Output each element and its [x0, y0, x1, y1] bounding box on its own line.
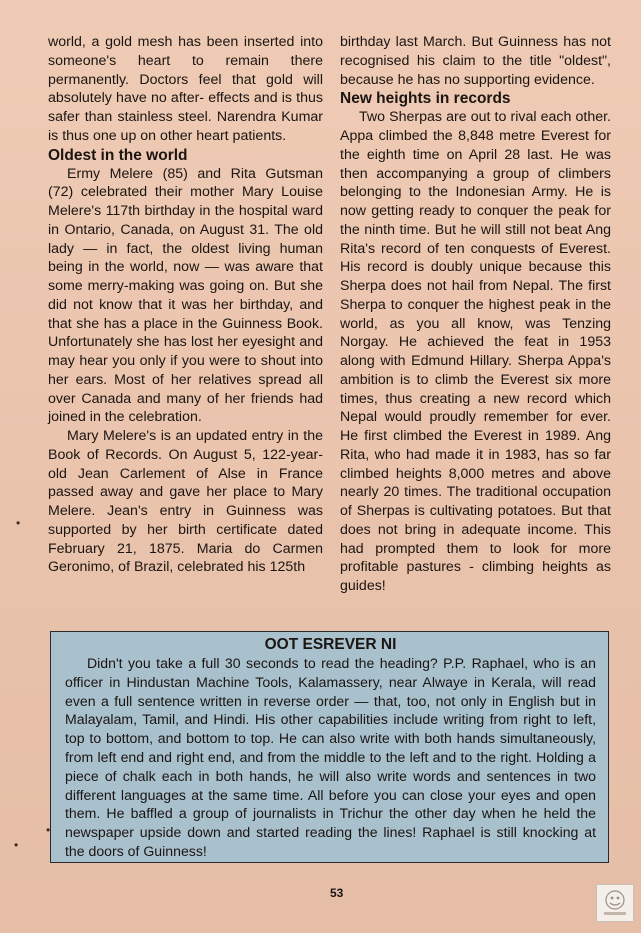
scanner-logo-icon: [596, 884, 634, 922]
article-paragraph: Two Sherpas are out to rival each other. Appa climbed the 8,848 metre Everest for the eighth time on April 28 last. He was then accompanying a group of climbers belonging to the Indonesian Army. He is now getting ready to conquer the peak for the ninth time. But he will still not beat Ang Rita's record of ten conquests of Everest. His record is doubly unique because this Sherpa does not hail from Nepal. The first Sherpa to conquer the highest peak in the world, as you all know, was Tenzing Norgay. He achieved the feat in 1953 along with Edmund Hillary. Sherpa Appa's ambition is to climb the Everest six more times, thus creating a new record which Nepal would proudly remember for ever. He first climbed the Everest in 1989. Ang Rita, who had made it in 1983, has so far climbed heights 8,000 metres and above nearly 20 times. The traditional occupation of Sherpas is cultivating potatoes. But that does not bring in adequate income. This had prompted them to look for more profitable pastures - climbing heights as guides!: [340, 109, 611, 594]
section-heading: New heights in records: [340, 90, 511, 108]
article-paragraph: Ermy Melere (85) and Rita Gutsman (72) celebrated their mother Mary Louise Melere's 117th birthday in the hospital ward in Ontario, Canada, on August 31. The old lady — in fact, the oldest living human being in the world, now — was aware that some merry-making was going on. But she did not know that it was her birthday, and that she has a place in the Guinness Book. Unfortunately she has lost her eyesight and may hear you only if you were to shout into her ears. Most of her relatives spread all over Canada and many of her friends had joined in the celebration.: [48, 165, 323, 426]
feature-box-title: OOT ESREVER NI: [264, 636, 397, 653]
feature-box-text: Didn't you take a full 30 seconds to read the heading? P.P. Raphael, who is an officer in Hindustan Machine Tools, Kalamassery, near Alwaye in Kerala, will read even a full sentence written in reverse order — that, too, not only in English but in Malayalam, Tamil, and Hindi. His other capabilities include writing from right to left, top to bottom, and bottom to top. He can also write with both hands simultaneously, from left end and right end, and from the middle to the left and to the right. Holding a piece of chalk each in both hands, he will also write words and sentences in two different languages at the same time. All before you can close your eyes and open them. He baffled a group of journalists in Trichur the other day when he held the newspaper upside down and started reading the lines! Raphael is still knocking at the doors of Guinness!: [65, 655, 596, 859]
article-paragraph: Mary Melere's is an updated entry in the Book of Records. On August 5, 122-year-old Jean Carlement of Alse in France passed away and gave her place to Mary Melere. Jean's entry in Guinness was supported by her birth certificate dated February 21, 1875. Maria do Carmen Geronimo, of Brazil, celebrated his 125th: [48, 428, 323, 576]
left-column: [48, 33, 323, 577]
section-heading: Oldest in the world: [48, 146, 188, 164]
article-paragraph: world, a gold mesh has been inserted into someone's heart to remain there permanently. Doctors feel that gold will absolutely have no after- effects and is thus safer than stainless steel. Narendra Kumar is thus one up on other heart patients.: [48, 34, 323, 144]
right-column: [340, 33, 611, 596]
feature-box: [50, 631, 609, 863]
margin-dot: •: [16, 516, 21, 530]
article-paragraph: birthday last March. But Guinness has not recognised his claim to the title "oldest", because he has no supporting evidence.: [340, 34, 611, 88]
page-number: 53: [330, 886, 344, 900]
margin-dot: •: [14, 838, 19, 852]
margin-dot: •: [46, 823, 51, 837]
